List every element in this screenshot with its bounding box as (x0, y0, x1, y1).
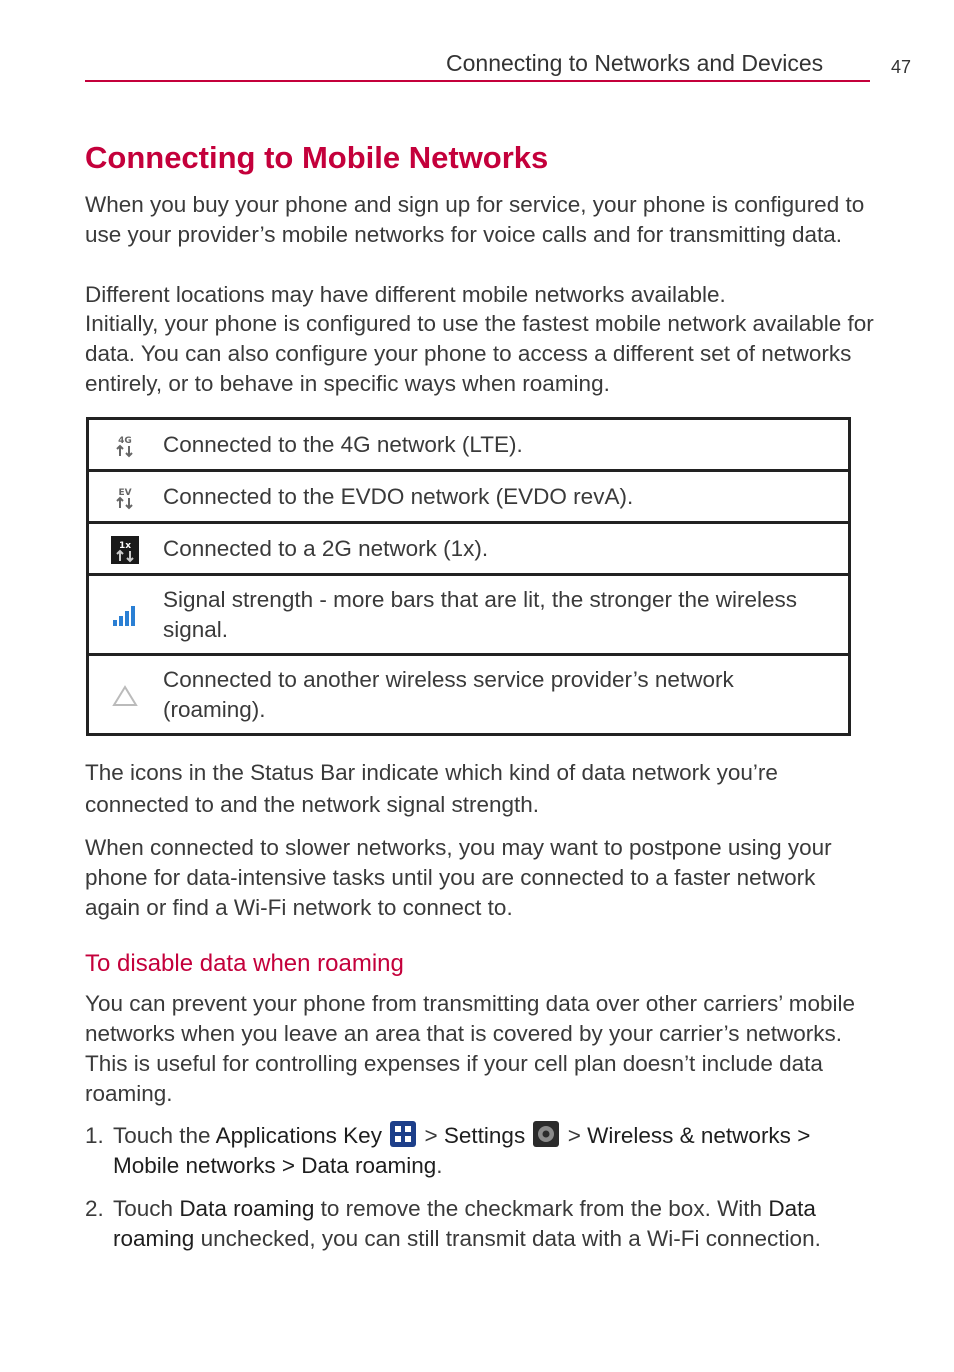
table-cell-text: Connected to a 2G network (1x). (161, 523, 850, 575)
step-number: 1. (85, 1123, 104, 1148)
step-text: Touch (113, 1196, 174, 1221)
settings-label: Settings (443, 1123, 526, 1148)
intro-paragraph-3: Initially, your phone is configured to use the fastest mobile network available for data. You can also configure your phone to access a different set of networks entirely, or to behave in specific ways when roaming. (85, 311, 874, 396)
applications-grid-icon (390, 1121, 416, 1147)
table-cell-text: Connected to the 4G network (LTE). (163, 431, 523, 457)
page-number: 47 (891, 57, 912, 77)
data-roaming-label: Data roaming (179, 1196, 315, 1221)
step-2 (85, 1194, 875, 1254)
subsection-title: To disable data when roaming (85, 950, 404, 977)
path-separator: > (567, 1123, 581, 1148)
signal-strength-icon (112, 604, 138, 628)
status-bar-paragraph: The icons in the Status Bar indicate which kind of data network you’re connected to and the network signal strength. (85, 760, 778, 817)
roaming-triangle-icon (112, 685, 138, 707)
slow-network-paragraph: When connected to slower networks, you may want to postpone using your phone for data-intensive tasks until you are connected to a faster network again or find a Wi-Fi network to connect to. (85, 835, 832, 920)
evdo-network-icon (114, 484, 136, 512)
step-number: 2. (85, 1196, 104, 1221)
intro-paragraph-2: Different locations may have different mobile networks available. (85, 282, 726, 307)
table-row (88, 471, 850, 523)
status-icon-table (86, 417, 851, 736)
table-row (88, 523, 850, 575)
header-section-title: Connecting to Networks and Devices (446, 50, 824, 76)
svg-text:EV: EV (118, 487, 132, 498)
step-1 (85, 1121, 875, 1181)
header-rule (85, 80, 870, 82)
svg-text:1x: 1x (118, 540, 132, 551)
step-text: to remove the checkmark from the box. With (320, 1196, 763, 1221)
table-row (88, 655, 850, 735)
intro-paragraph-1: When you buy your phone and sign up for service, your phone is configured to use your provider’s mobile networks for voice calls and for transmitting data. (85, 192, 865, 247)
table-row (88, 575, 850, 655)
step-end: . (436, 1153, 443, 1178)
settings-gear-icon (533, 1121, 559, 1147)
table-row (88, 419, 850, 471)
step-text: Touch the (113, 1123, 211, 1148)
page-title: Connecting to Mobile Networks (85, 140, 549, 175)
path-separator: > (424, 1123, 438, 1148)
step-text: unchecked, you can still transmit data with a Wi-Fi connection. (200, 1226, 821, 1251)
table-cell-text: Connected to another wireless service provider’s network (roaming). (161, 655, 850, 735)
menu-path: Wireless & networks > Mobile networks > Data roaming (113, 1123, 811, 1178)
data-roaming-label: Data roaming (113, 1196, 816, 1251)
svg-text:4G: 4G (118, 435, 132, 446)
1x-network-icon (111, 536, 139, 564)
table-cell-text: Connected to the EVDO network (EVDO revA). (161, 471, 850, 523)
4g-network-icon (114, 432, 136, 460)
applications-key-label: Applications Key (215, 1123, 382, 1148)
table-cell-text: Signal strength - more bars that are lit, the stronger the wireless signal. (161, 575, 850, 655)
roaming-paragraph: You can prevent your phone from transmitting data over other carriers’ mobile networks when you leave an area that is covered by your carrier’s networks. This is useful for controlling expenses if your cell plan doesn’t include data roaming. (85, 991, 855, 1106)
